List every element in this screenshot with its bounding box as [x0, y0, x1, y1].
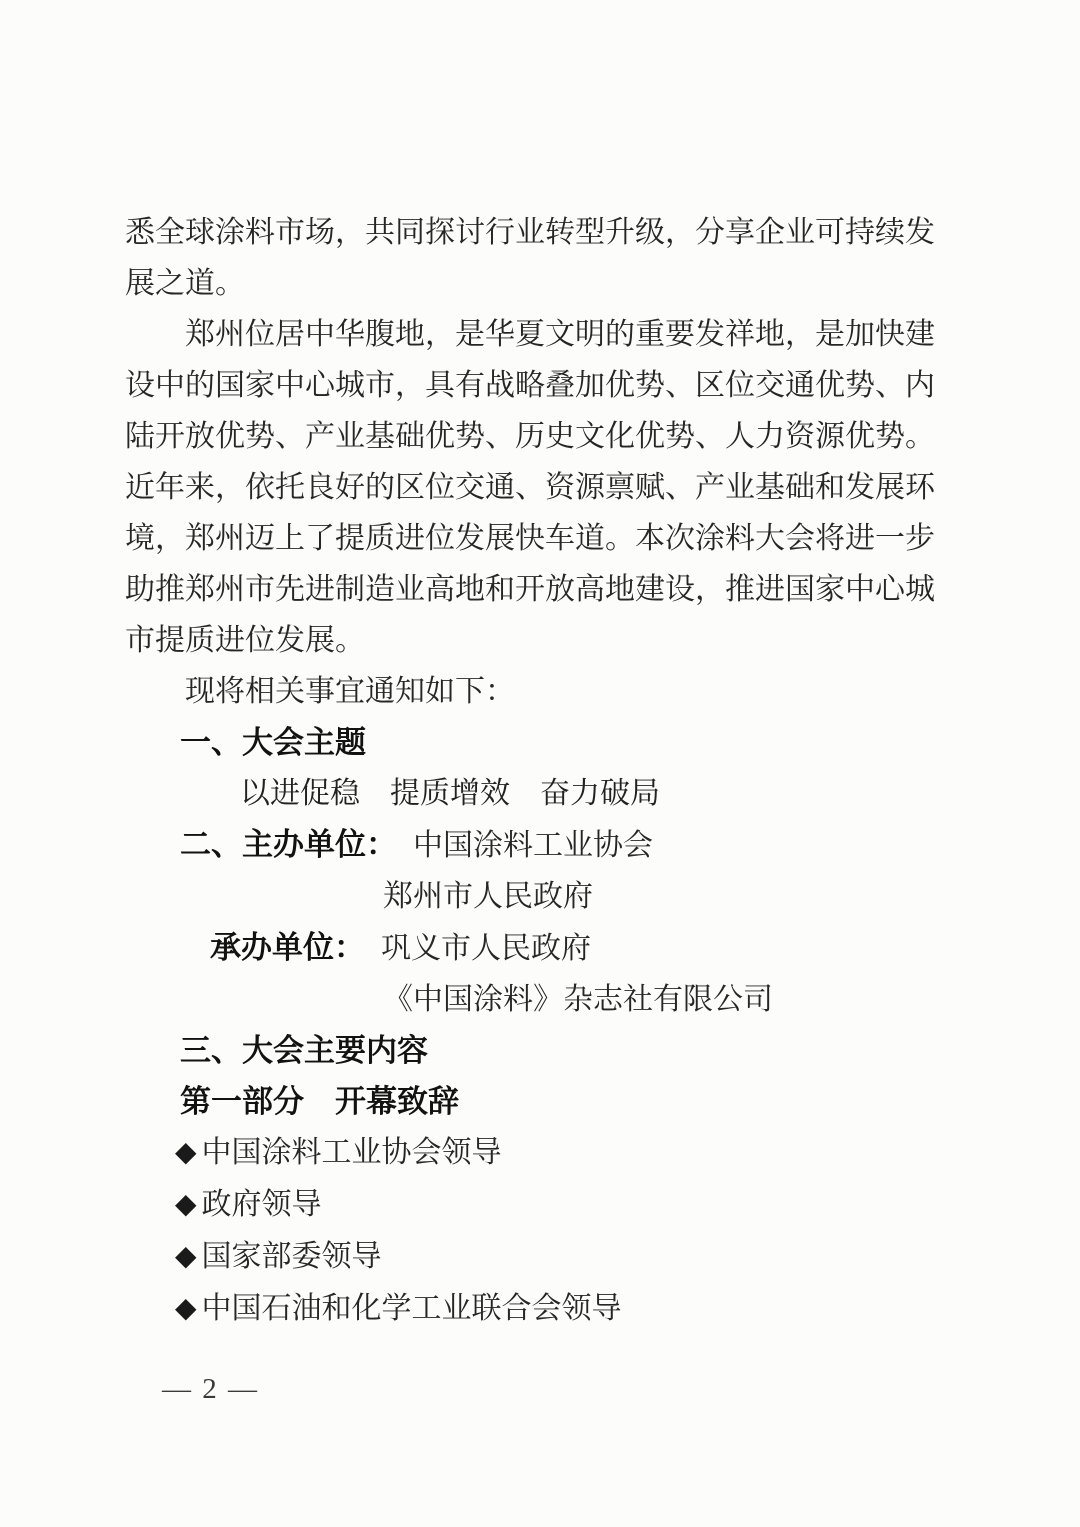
- organizer-units-row: [125, 922, 937, 974]
- conference-theme-text: 以进促稳 提质增效 奋力破局: [240, 777, 660, 810]
- host-units-label: 二、主办单位：: [180, 827, 397, 862]
- list-item: [125, 1179, 937, 1231]
- part1-heading-opening-remarks: 第一部分 开幕致辞: [180, 1084, 459, 1119]
- opening-speakers-list: [125, 1127, 937, 1335]
- paragraph-notice-lead: 现将相关事宜通知如下：: [185, 675, 515, 708]
- host-unit-1: 中国涂料工业协会: [413, 829, 653, 862]
- host-unit-2: 郑州市人民政府: [383, 880, 593, 913]
- list-item: [125, 1283, 937, 1335]
- speaker-text: 政府领导: [201, 1188, 322, 1221]
- document-content: [125, 207, 937, 1335]
- organizer-units-label: 承办单位：: [210, 930, 365, 965]
- host-units-row: [125, 819, 937, 871]
- diamond-bullet-icon: ◆: [175, 1137, 197, 1168]
- speaker-text: 国家部委领导: [201, 1240, 382, 1273]
- list-item: [125, 1231, 937, 1283]
- paragraph-zhengzhou-introduction: 郑州位居中华腹地，是华夏文明的重要发祥地，是加快建设中的国家中心城市，具有战略叠加优势、区位交通优势、内陆开放优势、产业基础优势、历史文化优势、人力资源优势。近年来，依托良好的区位交通、资源禀赋、产业基础和发展环境，郑州迈上了提质进位发展快车道。本次涂料大会将进一步助推郑州市先进制造业高地和开放高地建设，推进国家中心城市提质进位发展。: [125, 318, 935, 657]
- organizer-unit-1: 巩义市人民政府: [381, 932, 591, 965]
- speaker-text: 中国涂料工业协会领导: [201, 1136, 502, 1169]
- section3-heading-main-content: 三、大会主要内容: [180, 1033, 428, 1068]
- organizer-unit-2: 《中国涂料》杂志社有限公司: [383, 983, 773, 1016]
- page-number: — 2 —: [162, 1373, 259, 1405]
- diamond-bullet-icon: ◆: [175, 1189, 197, 1220]
- list-item: [125, 1127, 937, 1179]
- paragraph-continued-from-previous-page: 悉全球涂料市场，共同探讨行业转型升级，分享企业可持续发展之道。: [125, 216, 935, 300]
- section1-heading-conference-theme: 一、大会主题: [180, 725, 366, 760]
- speaker-text: 中国石油和化学工业联合会领导: [201, 1292, 622, 1325]
- diamond-bullet-icon: ◆: [175, 1241, 197, 1272]
- diamond-bullet-icon: ◆: [175, 1293, 197, 1324]
